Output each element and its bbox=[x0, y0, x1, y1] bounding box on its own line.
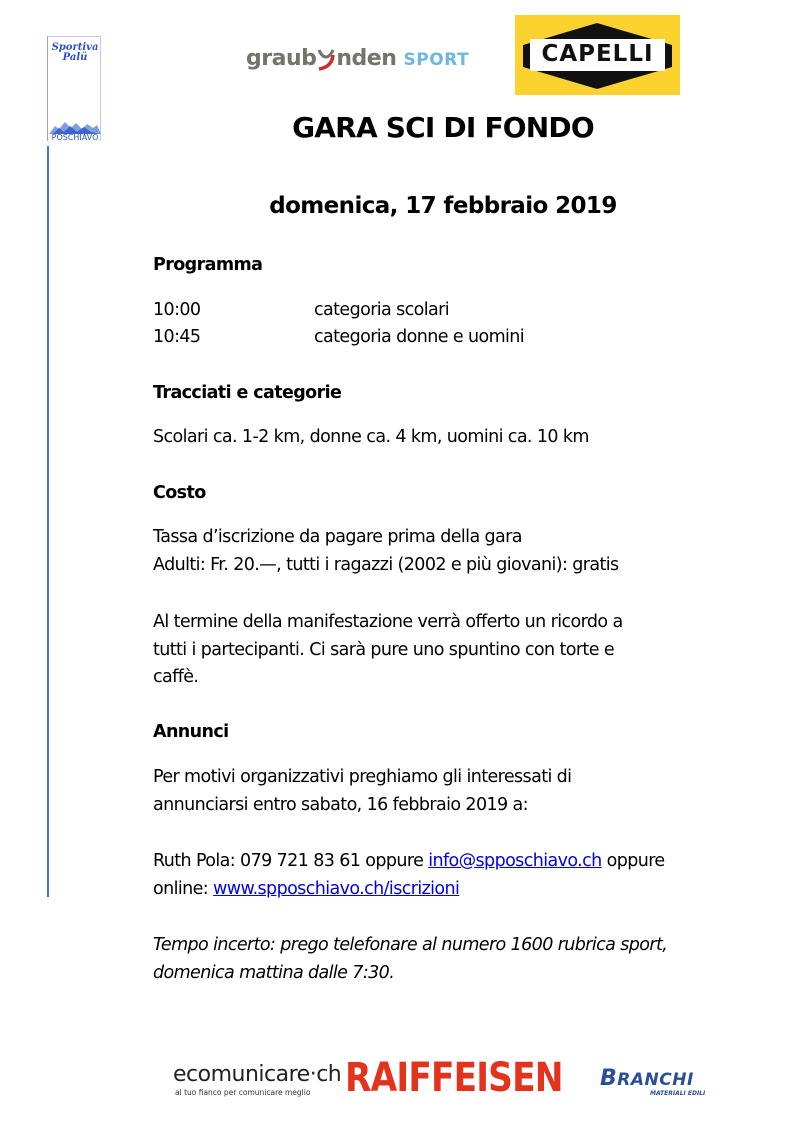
weather-note-line: Tempo incerto: prego telefonare al numero 1600 rubrica sport, bbox=[153, 935, 668, 955]
website-link[interactable]: www.spposchiavo.ch/iscrizioni bbox=[213, 879, 460, 899]
costo-line1: Tassa d’iscrizione da pagare prima della gara bbox=[153, 527, 522, 547]
heading-tracciati: Tracciati e categorie bbox=[153, 383, 342, 403]
capelli-logo bbox=[515, 15, 680, 95]
weather-note-line: domenica mattina dalle 7:30. bbox=[153, 963, 395, 983]
sportiva-logo-line2: Palü bbox=[62, 52, 88, 63]
heading-annunci: Annunci bbox=[153, 722, 229, 742]
graubunden-logo-sport: SPORT bbox=[403, 50, 470, 70]
left-vertical-rule bbox=[47, 146, 49, 897]
online-line bbox=[153, 876, 459, 903]
costo-line2: Adulti: Fr. 20.—, tutti i ragazzi (2002 e più giovani): gratis bbox=[153, 555, 619, 575]
branchi-tagline: MATERIALI EDILI bbox=[650, 1090, 706, 1097]
schedule-row bbox=[153, 324, 753, 351]
contact-mid: oppure bbox=[601, 851, 665, 871]
sportiva-logo-line1: Sportiva bbox=[51, 42, 99, 53]
annunci-line: Per motivi organizzativi preghiamo gli interessati di bbox=[153, 767, 572, 787]
branchi-logo-rest: RANCHI bbox=[617, 1070, 694, 1090]
capelli-logo-text: CAPELLI bbox=[541, 41, 654, 67]
graubunden-logo-part2: nden bbox=[336, 46, 397, 71]
ecomunicare-tagline: al tuo fianco per comunicare meglio bbox=[175, 1088, 311, 1097]
event-date: domenica, 17 febbraio 2019 bbox=[269, 193, 617, 219]
contact-line bbox=[153, 848, 665, 875]
raiffeisen-logo: RAIFFEISEN bbox=[345, 1055, 563, 1101]
heading-costo: Costo bbox=[153, 483, 206, 503]
schedule-time: 10:00 bbox=[153, 300, 201, 320]
sportiva-palu-logo bbox=[50, 43, 100, 63]
graubunden-sport-logo bbox=[246, 46, 469, 71]
schedule-category: categoria donne e uomini bbox=[314, 327, 525, 347]
page-title: GARA SCI DI FONDO bbox=[292, 111, 594, 144]
online-prefix: online: bbox=[153, 879, 214, 899]
email-link[interactable]: info@spposchiavo.ch bbox=[428, 851, 602, 871]
costo-paragraph-line: caffè. bbox=[153, 667, 199, 687]
ecomunicare-logo: ecomunicare·ch bbox=[173, 1062, 342, 1087]
schedule-time: 10:45 bbox=[153, 327, 201, 347]
schedule-row bbox=[153, 297, 753, 324]
annunci-line: annunciarsi entro sabato, 16 febbraio 2019 a: bbox=[153, 795, 528, 815]
graubunden-u-mark-icon bbox=[316, 47, 336, 71]
schedule-category: categoria scolari bbox=[314, 300, 450, 320]
sportiva-logo-place: POSCHIAVO bbox=[51, 133, 99, 142]
costo-paragraph-line: Al termine della manifestazione verrà offerto un ricordo a bbox=[153, 612, 623, 632]
branchi-logo bbox=[600, 1066, 694, 1091]
branchi-logo-initial: B bbox=[600, 1066, 618, 1091]
costo-paragraph-line: tutti i partecipanti. Ci sarà pure uno spuntino con torte e bbox=[153, 640, 614, 660]
heading-programma: Programma bbox=[153, 255, 263, 275]
contact-prefix: Ruth Pola: 079 721 83 61 oppure bbox=[153, 851, 429, 871]
tracciati-text: Scolari ca. 1-2 km, donne ca. 4 km, uomini ca. 10 km bbox=[153, 427, 589, 447]
graubunden-logo-part1: graub bbox=[246, 46, 317, 71]
